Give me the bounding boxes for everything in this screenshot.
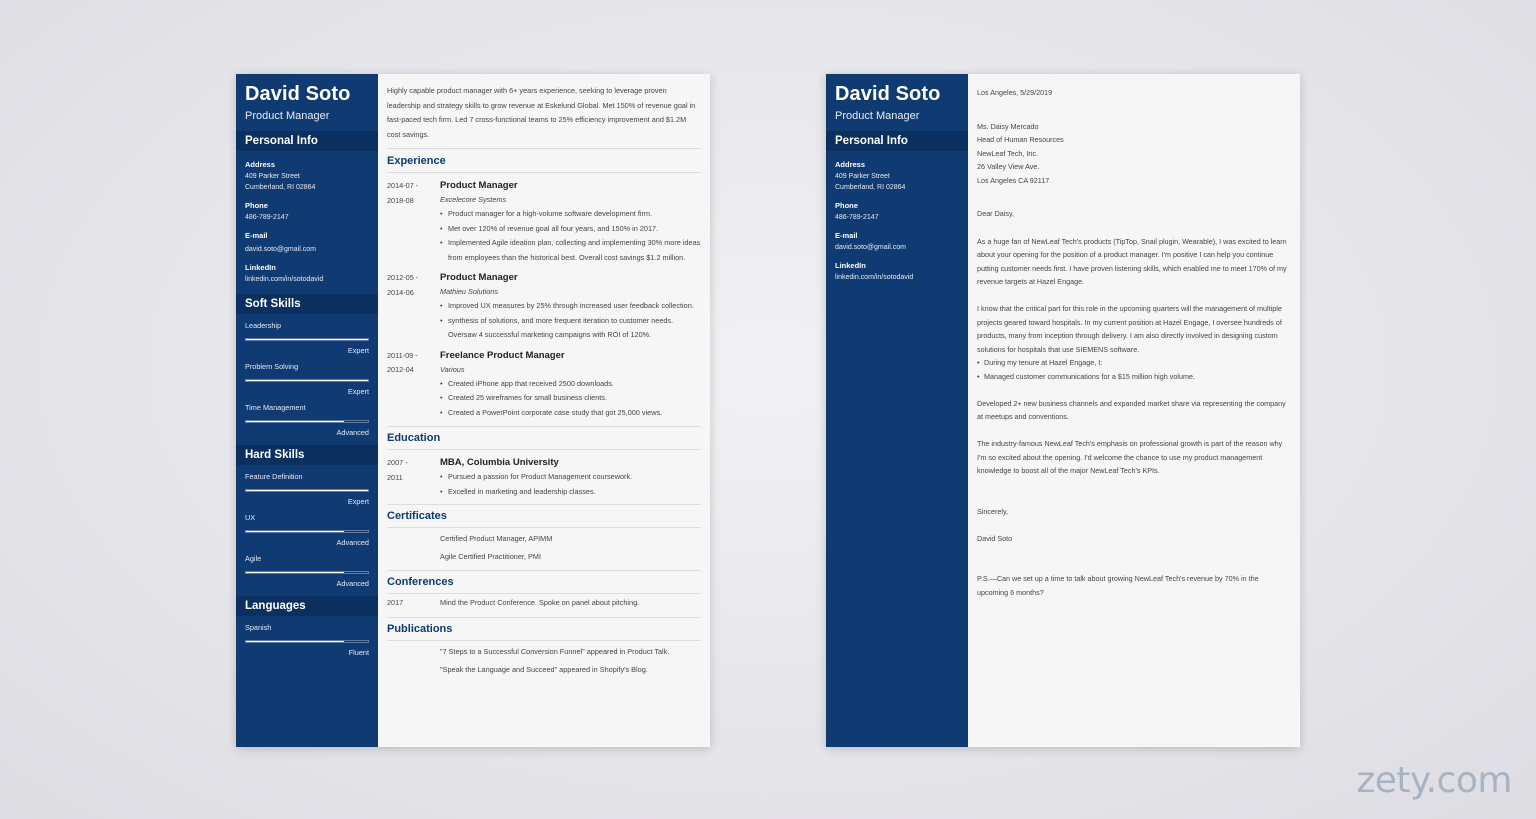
skill-level: Advanced: [336, 428, 369, 437]
skill-bar: [245, 489, 369, 492]
entry-date: [387, 179, 440, 265]
skill-bar-fill: [246, 380, 368, 381]
language-item: [236, 623, 378, 657]
phone-label: Phone: [245, 201, 268, 210]
personal-info: [236, 151, 378, 283]
skill-bar: [245, 420, 369, 423]
soft-skills-heading: Soft Skills: [236, 294, 378, 314]
skill-level: Expert: [347, 387, 369, 396]
list-item: • Managed customer communications for a $15 million high volume.: [977, 370, 1290, 384]
letter-sidebar: [826, 74, 968, 747]
skill-bar: [245, 379, 369, 382]
language-bar-fill: [246, 641, 344, 642]
address-label: Address: [835, 160, 866, 169]
languages-heading: Languages: [236, 596, 378, 616]
recipient-line: 26 Valley View Ave.: [977, 162, 1040, 171]
degree-title: MBA, Columbia University: [440, 457, 559, 468]
conferences-heading: Conferences: [387, 570, 701, 594]
skill-item: [236, 554, 378, 588]
certificate-item: Agile Certified Practitioner, PMI: [440, 552, 541, 561]
linkedin-label: LinkedIn: [835, 261, 866, 270]
skill-name: Problem Solving: [245, 362, 299, 371]
skill-name: Agile: [245, 554, 262, 563]
letter-paragraph: Developed 2+ new business channels and expanded market share via representing the company at meetups and conventions.: [977, 398, 1286, 421]
experience-heading: Experience: [387, 155, 701, 173]
job-bullets: [440, 207, 701, 265]
letter-closing: Sincerely,: [977, 506, 1009, 516]
list-item: • Pursued a passion for Product Management coursework.: [440, 470, 701, 485]
entry-body: [440, 456, 701, 499]
skill-item: [236, 321, 378, 355]
letter-role: Product Manager: [835, 110, 920, 122]
letter-signature: David Soto: [977, 533, 1013, 543]
list-item: • synthesis of solutions, and more frequent iteration to customer needs. Oversaw 4 successful marketing campaigns with ROI of 120%.: [440, 314, 701, 343]
skill-bar-fill: [246, 572, 344, 573]
phone-value: 486-789-2147: [835, 214, 879, 221]
job-bullets: [440, 299, 701, 343]
date-start: 2007 -: [387, 458, 408, 467]
resume-summary: Highly capable product manager with 6+ years experience, seeking to leverage proven leadership and strategy skills to grow revenue at Eskelund Global. Met 150% of revenue goal in fast-paced tech firm. Led 7 cross-functional teams to 25% efficiency improvement and $1.2M cost savings.: [387, 84, 701, 149]
experience-entry: [387, 179, 701, 265]
date-start: 2011-09 -: [387, 350, 418, 360]
list-item: • Created iPhone app that received 2500 downloads.: [440, 377, 701, 392]
letter-paragraph: As a huge fan of NewLeaf Tech's products (TipTop, Snail plugin, Wearable), I was excited to learn about your opening for the position of a product manager. I'm positive I can help you continue putting customer needs first. I have proven listening skills, which enabled me to meet 170% of my revenue targets at Hazel Engage.: [977, 236, 1287, 286]
email-value: david.soto@gmail.com: [245, 246, 316, 253]
education-heading: Education: [387, 426, 701, 450]
cover-letter-page: [826, 74, 1300, 747]
skill-bar-fill: [246, 421, 344, 422]
letter-personal-info: [826, 151, 968, 281]
skill-level: Advanced: [336, 579, 369, 588]
date-end: 2011: [387, 472, 403, 482]
address-line: Cumberland, RI 02864: [245, 184, 316, 191]
company-name: Mathieu Solutions: [440, 287, 499, 296]
certificate-item: Certified Product Manager, APIMM: [440, 534, 553, 543]
language-bar: [245, 640, 369, 643]
experience-entry: [387, 271, 701, 343]
email-value: david.soto@gmail.com: [835, 244, 906, 251]
recipient-block: [977, 120, 1290, 188]
letter-name: David Soto: [835, 83, 941, 105]
recipient-line: Ms. Daisy Mercado: [977, 121, 1039, 131]
entry-date: [387, 349, 440, 421]
skill-name: Leadership: [245, 321, 282, 330]
email-label: E-mail: [245, 231, 268, 240]
job-title: Product Manager: [440, 180, 518, 191]
date-start: 2014-07 -: [387, 181, 419, 190]
resume-name: David Soto: [245, 83, 351, 105]
skill-bar-fill: [246, 490, 368, 491]
list-item: • Met over 120% of revenue goal all four years, and 150% in 2017.: [440, 222, 701, 237]
skill-name: Feature Definition: [245, 472, 303, 481]
conference-description: Mind the Product Conference. Spoke on panel about pitching.: [440, 598, 640, 607]
publication-item: "Speak the Language and Succeed" appeared in Shopify's Blog.: [440, 664, 648, 674]
email-label: E-mail: [835, 231, 858, 240]
certificates-heading: Certificates: [387, 504, 701, 528]
date-end: 2018-08: [387, 195, 414, 205]
skill-item: [236, 472, 378, 506]
hard-skills-list: [236, 472, 378, 588]
list-item: • During my tenure at Hazel Engage, I:: [977, 356, 1290, 370]
entry-body: [440, 349, 701, 421]
address-line: 409 Parker Street: [835, 173, 890, 180]
phone-label: Phone: [835, 201, 858, 210]
skill-item: [236, 513, 378, 547]
letter-paragraph: The industry-famous NewLeaf Tech's emphasis on professional growth is part of the reason why I'm so excited about the opening. I'd welcome the chance to use my product management knowledge to boost all of the major NewLeaf Tech's KPIs.: [977, 439, 1283, 475]
list-item: • Improved UX measures by 25% through increased user feedback collection.: [440, 299, 701, 314]
publications-heading: Publications: [387, 617, 701, 641]
resume-main: [378, 74, 710, 747]
education-entry: [387, 456, 701, 499]
date-end: 2014-06: [387, 287, 414, 297]
recipient-line: Head of Human Resources: [977, 135, 1064, 144]
conference-date: 2017: [387, 598, 404, 607]
skill-bar: [245, 530, 369, 533]
education-bullets: [440, 470, 701, 499]
entry-body: [440, 179, 701, 265]
list-item: • Excelled in marketing and leadership classes.: [440, 485, 701, 500]
skill-bar: [245, 571, 369, 574]
skill-item: [236, 403, 378, 437]
languages-list: [236, 623, 378, 657]
letter-postscript: P.S.—Can we set up a time to talk about growing NewLeaf Tech's revenue by 70% in the upcoming 6 months?: [977, 574, 1259, 597]
list-item: • Created 25 wireframes for small business clients.: [440, 391, 701, 406]
list-item: • Product manager for a high-volume software development firm.: [440, 207, 701, 222]
recipient-line: NewLeaf Tech, Inc.: [977, 148, 1038, 158]
skill-bar-fill: [246, 339, 368, 340]
skill-level: Expert: [347, 497, 369, 506]
linkedin-value: linkedin.com/in/sotodavid: [835, 274, 914, 281]
entry-date: [387, 271, 440, 343]
experience-entry: [387, 349, 701, 421]
phone-value: 486-789-2147: [245, 214, 289, 221]
letter-greeting: Dear Daisy,: [977, 209, 1015, 218]
letter-date-line: Los Angeles, 5/29/2019: [977, 88, 1053, 97]
address-line: Cumberland, RI 02864: [835, 184, 906, 191]
resume-page: [236, 74, 710, 747]
entry-body: [440, 271, 701, 343]
recipient-line: Los Angeles CA 92117: [977, 175, 1050, 185]
conference-text: [440, 596, 701, 611]
letter-paragraph: I know that the critical part for this role in the upcoming quarters will the management of multiple projects geared toward hospitals. In my current position at Hazel Engage, I oversee hundreds of products, many from inception through delivery. I am also directly involved in designing custom solutions for hospitals that use SIEMENS software.: [977, 304, 1282, 354]
company-name: Excelecore Systems: [440, 195, 507, 204]
letter-body: [968, 74, 1300, 747]
hard-skills-heading: Hard Skills: [236, 445, 378, 465]
date-end: 2012-04: [387, 365, 414, 374]
resume-sidebar: [236, 74, 378, 747]
company-name: Various: [440, 364, 465, 374]
skill-level: Expert: [347, 346, 369, 355]
conference-entry: [387, 596, 701, 611]
entry-date: [387, 456, 440, 499]
skill-name: Time Management: [245, 403, 306, 412]
zety-logo[interactable]: zety.com: [1356, 760, 1512, 801]
date-start: 2012-05 -: [387, 273, 419, 282]
address-label: Address: [245, 160, 276, 169]
skill-name: UX: [245, 513, 256, 522]
job-title: Product Manager: [440, 272, 518, 283]
personal-info-heading: Personal Info: [236, 131, 378, 151]
letter-bullets: [977, 356, 1290, 383]
list-item: • Implemented Agile ideation plan, collecting and implementing 30% more ideas from employees than the historical best. Overall cost savings $1.2 million.: [440, 236, 701, 265]
skill-bar-fill: [246, 531, 344, 532]
resume-role: Product Manager: [245, 110, 330, 122]
publication-item: "7 Steps to a Successful Conversion Funnel" appeared in Product Talk.: [440, 646, 670, 656]
job-title: Freelance Product Manager: [440, 349, 565, 361]
linkedin-label: LinkedIn: [245, 263, 276, 272]
list-item: • Created a PowerPoint corporate case study that got 25,000 views.: [440, 406, 701, 421]
language-name: Spanish: [245, 623, 272, 632]
letter-personal-info-heading: Personal Info: [826, 131, 968, 151]
skill-level: Advanced: [336, 538, 369, 547]
address-line: 409 Parker Street: [245, 173, 300, 180]
soft-skills-list: [236, 321, 378, 437]
skill-item: [236, 362, 378, 396]
linkedin-value: linkedin.com/in/sotodavid: [245, 276, 324, 283]
job-bullets: [440, 377, 701, 421]
skill-bar: [245, 338, 369, 341]
language-level: Fluent: [348, 648, 369, 657]
